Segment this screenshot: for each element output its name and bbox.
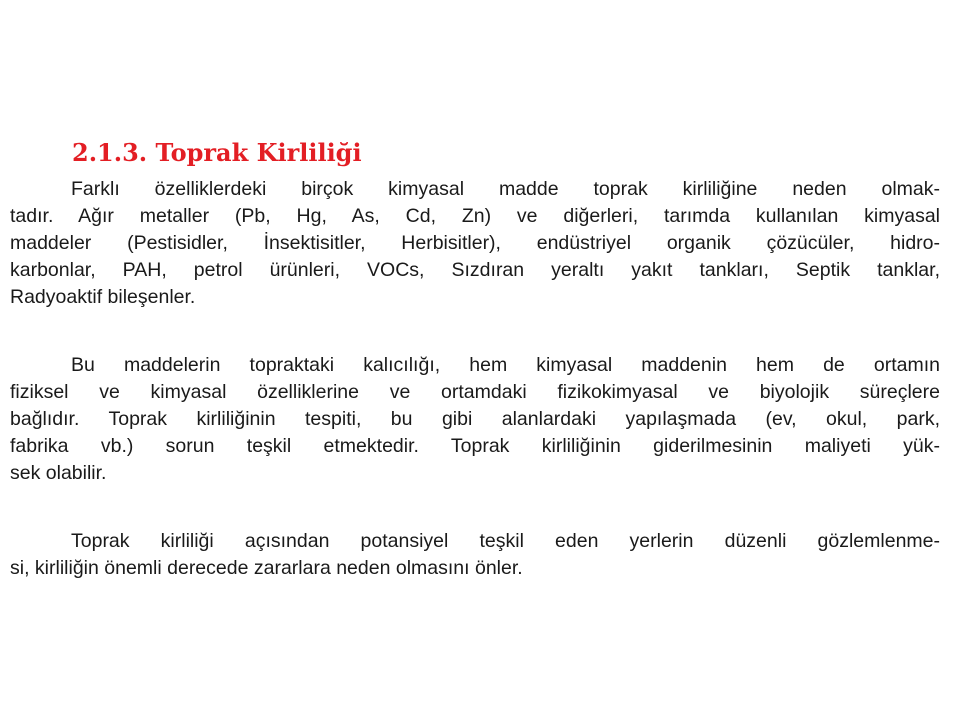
paragraph-1 [10,176,940,311]
paragraph-line: fiziksel ve kimyasal özelliklerine ve ortamdaki fizikokimyasal ve biyolojik süreçlere [10,381,940,403]
paragraph-line: fabrika vb.) sorun teşkil etmektedir. Toprak kirliliğinin giderilmesinin maliyeti yük- [10,435,940,457]
paragraph-line: tadır. Ağır metaller (Pb, Hg, As, Cd, Zn) ve diğerleri, tarımda kullanılan kimyasal [10,205,940,227]
paragraph-2 [10,352,940,487]
paragraph-line: Toprak kirliliği açısından potansiyel teşkil eden yerlerin düzenli gözlemlenme- [71,530,940,552]
paragraph-line: bağlıdır. Toprak kirliliğinin tespiti, bu gibi alanlardaki yapılaşmada (ev, okul, park, [10,408,940,430]
paragraph-line: Bu maddelerin topraktaki kalıcılığı, hem kimyasal maddenin hem de ortamın [71,354,940,376]
paragraph-line: sek olabilir. [10,462,107,484]
paragraph-line: karbonlar, PAH, petrol ürünleri, VOCs, Sızdıran yeraltı yakıt tankları, Septik tanklar, [10,259,940,281]
paragraph-line: maddeler (Pestisidler, İnsektisitler, Herbisitler), endüstriyel organik çözücüler, hidro- [10,232,940,254]
section-heading: 2.1.3. Toprak Kirliliği [72,138,362,167]
paragraph-line: si, kirliliğin önemli derecede zararlara neden olmasını önler. [10,557,523,579]
paragraph-line: Farklı özelliklerdeki birçok kimyasal madde toprak kirliliğine neden olmak- [71,178,940,200]
paragraph-3 [10,528,940,582]
paragraph-line: Radyoaktif bileşenler. [10,286,196,308]
